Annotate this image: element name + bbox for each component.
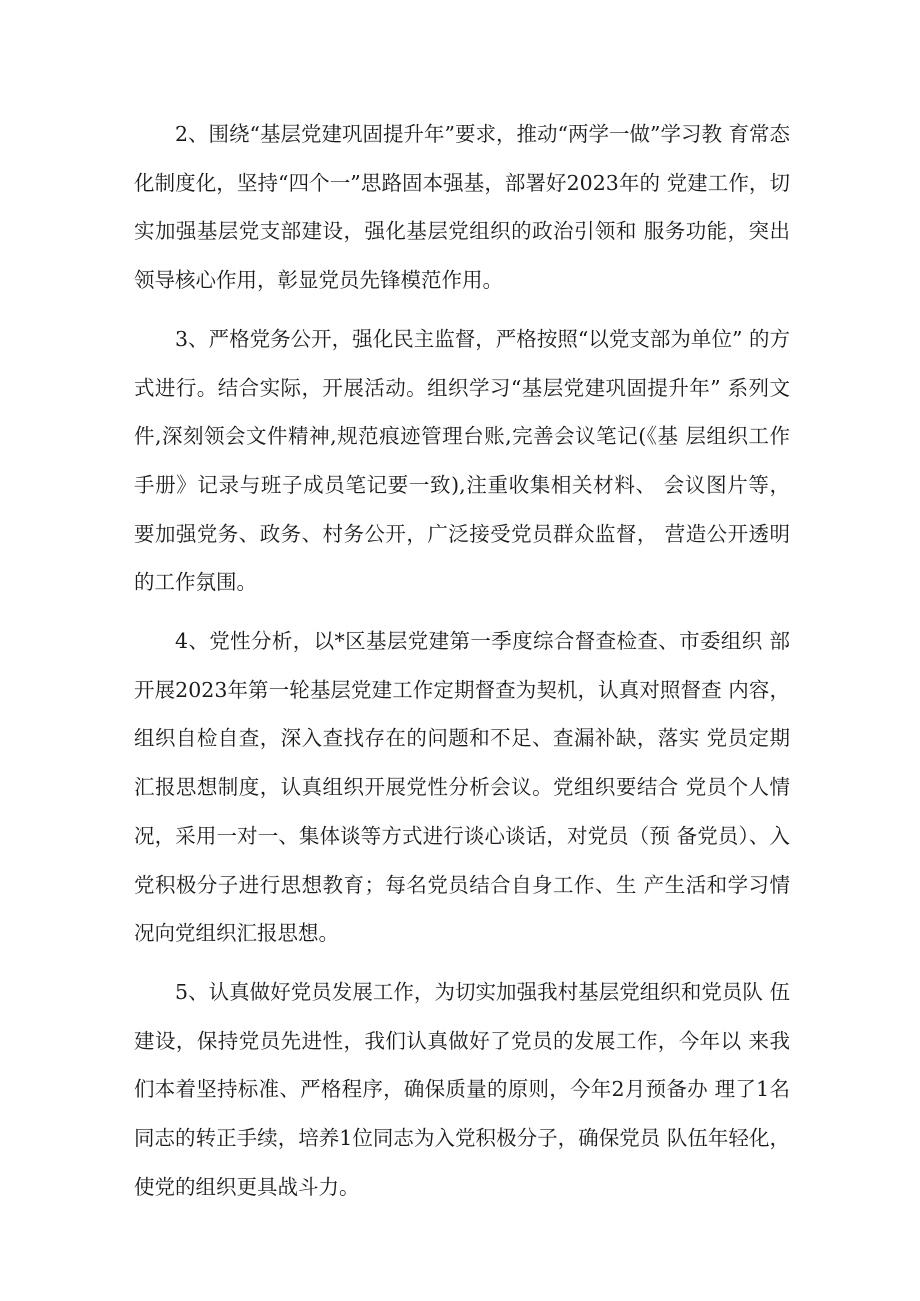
paragraph-item-2: 2、围绕“基层党建巩固提升年”要求，推动“两学一做”学习教 育常态化制度化，坚持“四个一”思路固本强基，部署好2023年的 党建工作，切实加强基层党支部建设，强化基层党组织的政治引领和 服务功能，突出领导核心作用，彰显党员先锋模范作用。 [134, 122, 790, 293]
paragraph-item-5: 5、认真做好党员发展工作，为切实加强我村基层党组织和党员队 伍建设，保持党员先进性，我们认真做好了党员的发展工作，今年以 来我们本着坚持标准、严格程序，确保质量的原则，今年2月预备办 理了1名同志的转正手续，培养1位同志为入党积极分子，确保党员 队伍年轻化，使党的组织更具战斗力。 [134, 979, 790, 1199]
paragraph-item-3: 3、严格党务公开，强化民主监督，严格按照“以党支部为单位” 的方式进行。结合实际，开展活动。组织学习“基层党建巩固提升年” 系列文件,深刻领会文件精神,规范痕迹管理台账,完善会议笔记(《基 层组织工作手册》记录与班子成员笔记要一致),注重收集相关材料、 会议图片等，要加强党务、政务、村务公开，广泛接受党员群众监督， 营造公开透明的工作氛围。 [134, 326, 790, 595]
paragraph-item-4: 4、党性分析，以*区基层党建第一季度综合督查检查、市委组织 部开展2023年第一轮基层党建工作定期督查为契机，认真对照督查 内容，组织自检自查，深入查找存在的问题和不足、查漏补缺，落实 党员定期汇报思想制度，认真组织开展党性分析会议。党组织要结合 党员个人情况，采用一对一、集体谈等方式进行谈心谈话，对党员（预 备党员）、入党积极分子进行思想教育；每名党员结合自身工作、生 产生活和学习情况向党组织汇报思想。 [134, 629, 790, 946]
document-body [134, 110, 790, 1221]
